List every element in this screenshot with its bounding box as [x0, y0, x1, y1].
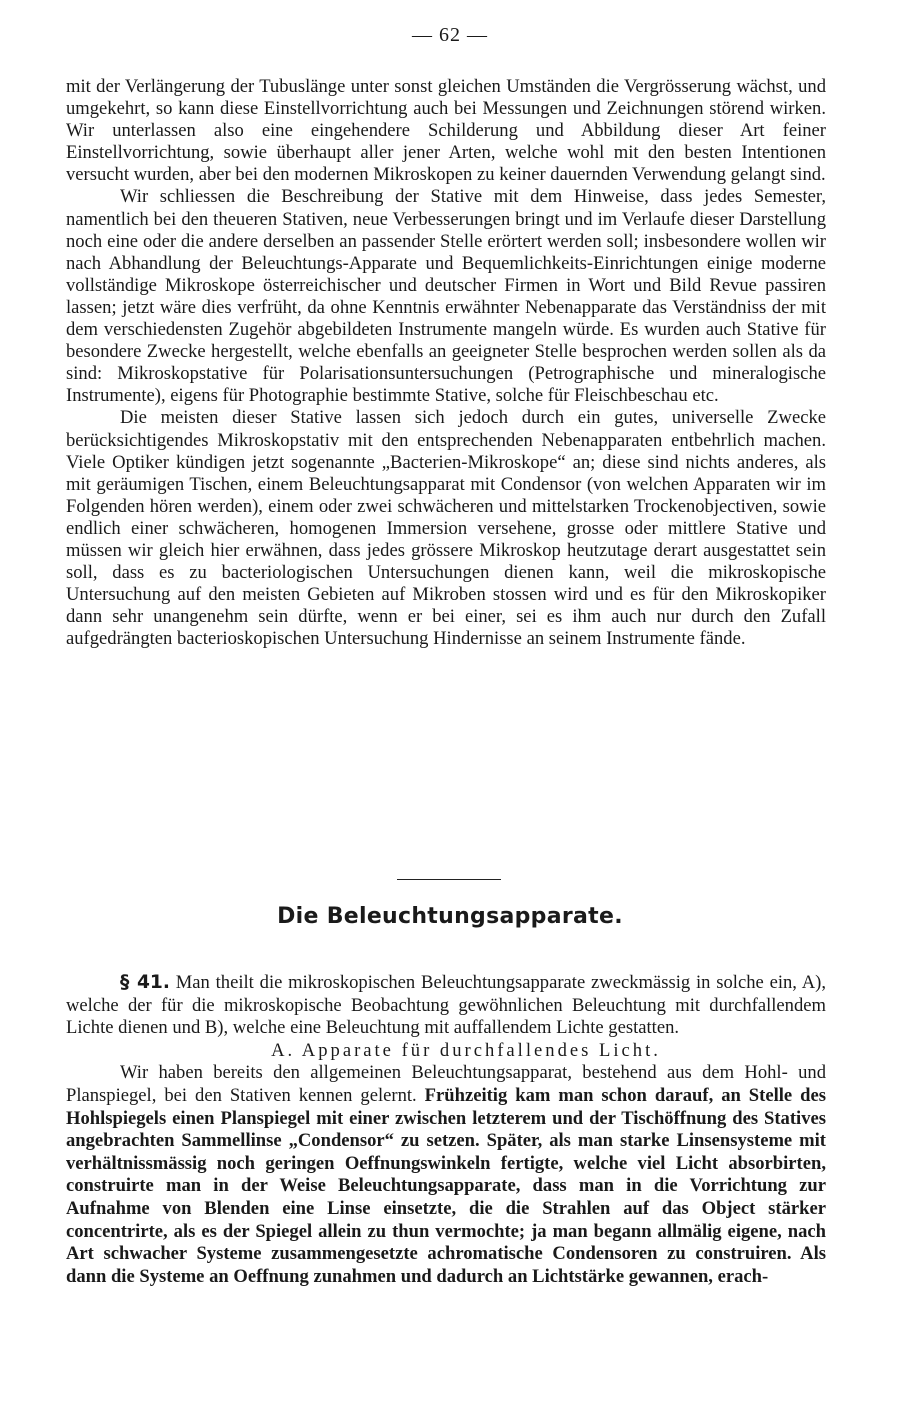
- section-intro-text: Man theilt die mikroskopischen Beleuchtungsapparate zweckmässig in solche ein, A), welche der für die mikroskopische Beobachtung gewöhnlichen Beleuchtung mit durchfallendem Lichte dienen und B), welche eine Beleuchtung mit auffallendem Lichte gestatten.: [66, 972, 826, 1039]
- body-text-section: [66, 972, 826, 1288]
- section-title: Die Beleuchtungsapparate.: [277, 904, 623, 929]
- paragraph-continuation: mit der Verlängerung der Tubuslänge unter sonst gleichen Umständen die Vergrösserung wächst, und umgekehrt, so kann diese Einstellvorrichtung auch bei Messungen und Zeichnungen störend wirken. Wir unterlassen also eine eingehendere Schilderung und Abbildung dieser Art feiner Einstellvorrichtung, sowie überhaupt aller jener Arten, welche wohl mit den besten Intentionen versucht wurden, aber bei den modernen Mikroskopen zu keiner dauernden Verwendung gelangt sind.: [66, 76, 826, 186]
- page-number: — 62 —: [412, 24, 488, 46]
- paragraph-stative: Wir schliessen die Beschreibung der Stative mit dem Hinweise, dass jedes Semester, namentlich bei den theueren Stativen, neue Verbesserungen bringt und im Verlaufe dieser Darstellung noch eine oder die andere derselben an passender Stelle erörtert werden soll; insbesondere wollen wir nach Abhandlung der Beleuchtungs-Apparate und Bequemlichkeits-Einrichtungen einige moderne vollständige Mikroskope österreichischer und deutscher Firmen in Wort und Bild Revue passiren lassen; jetzt wäre dies verfrüht, da ohne Kenntnis erwähnter Nebenapparate das Verständniss der mit dem verschiedensten Zugehör abgebildeten Instrumente mangeln würde. Es wurden auch Stative für besondere Zwecke hergestellt, welche ebenfalls an geeigneter Stelle besprochen werden sollen als da sind: Mikroskopstative für Polarisationsuntersuchungen (Petrographische und mineralogische Instrumente), eigens für Photographie bestimmte Stative, solche für Fleischbeschau etc.: [66, 186, 826, 407]
- paragraph-durchfallend: [66, 1062, 826, 1288]
- body-text-bold: Frühzeitig kam man schon darauf, an Stelle des Hohlspiegels einen Planspiegel mit einer zwischen letzterem und der Tischöffnung des Statives angebrachten Sammellinse „Condensor“ zu setzen. Später, als man starke Linsensysteme mit verhältnissmässig noch geringen Oeffnungswinkeln fertigte, welche viel Licht absorbirten, construirte man in der Weise Beleuchtungsapparate, dass man in die Vorrichtung zur Aufnahme von Blenden eine Linse einsetzte, die die Strahlen auf das Object stärker concentrirte, als es der Spiegel allein zu thun vermochte; ja man begann allmälig eigene, nach Art schwacher Systeme zusammengesetzte achromatische Condensoren zu construiren. Als dann die Systeme an Oeffnung zunahmen und dadurch an Lichtstärke gewannen, erach-: [66, 1084, 826, 1287]
- body-text-top: [66, 76, 826, 650]
- paragraph-bacterien: Die meisten dieser Stative lassen sich jedoch durch ein gutes, universelle Zwecke berücksichtigendes Mikroskopstativ mit den entsprechenden Nebenapparaten entbehrlich machen. Viele Optiker kündigen jetzt sogenannte „Bacterien-Mikroskope“ an; diese sind nichts anderes, als mit geräumigen Tischen, einem Beleuchtungsapparat mit Condensor (von welchen Apparaten wir im Folgenden hören werden), einem oder zwei schwächeren und mittelstarken Trockenobjectiven, sowie endlich einer schwächeren, homogenen Immersion versehene, grosse oder mittlere Stative und müssen wir gleich hier erwähnen, dass jedes grössere Mikroskop heutzutage derart ausgestattet sein soll, dass es zu bacteriologischen Untersuchungen dienen kann, weil die mikroskopische Untersuchung auf den meisten Gebieten auf Mikroben stossen wird und es für den Mikroskopiker dann sehr unangenehm sein dürfte, wenn er bei einer, sei es ihm auch nur durch den Zufall aufgedrängten bacterioskopischen Untersuchung Hindernisse an seinem Instrumente fände.: [66, 407, 826, 650]
- paragraph-marker: § 41.: [120, 972, 170, 993]
- body-text-light: Wir haben bereits den allgemeinen Beleuchtungsapparat, bestehend aus dem Hohl- und Planspiegel, bei den Stativen kennen gelernt.: [66, 1062, 826, 1106]
- section-divider: [397, 879, 501, 880]
- paragraph-section-intro: [66, 972, 826, 1040]
- subheading: A. Apparate für durchfallendes Licht.: [271, 1039, 661, 1061]
